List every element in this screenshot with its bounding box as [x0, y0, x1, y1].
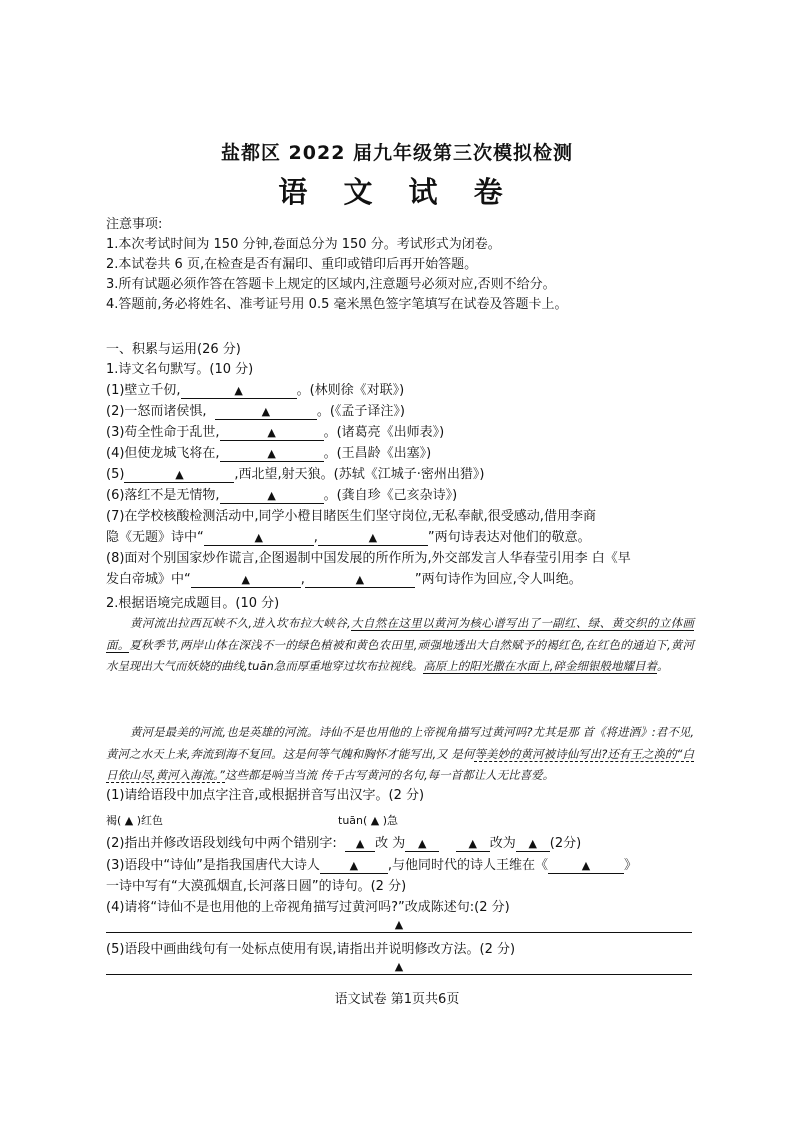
answer-blank[interactable]: ▲ — [305, 573, 415, 588]
answer-blank[interactable]: ▲ — [370, 814, 380, 827]
answer-blank[interactable]: ▲ — [318, 531, 428, 546]
answer-blank[interactable]: ▲ — [220, 447, 324, 462]
answer-blank[interactable]: ▲ — [215, 405, 317, 420]
q1-line-3: (3)苟全性命于乱世, ▲ 。(诸葛亮《出师表》) — [106, 425, 445, 440]
notice-item: 4.答题前,务必将姓名、准考证号用 0.5 毫米黑色签字笔填写在试卷及答题卡上。 — [106, 297, 568, 312]
page-footer: 语文试卷 第1页共6页 — [334, 992, 460, 1007]
section-heading: 一、积累与运用(26 分) — [106, 342, 241, 357]
answer-blank[interactable]: ▲ — [548, 859, 624, 874]
notice-heading: 注意事项: — [106, 217, 163, 232]
answer-blank[interactable]: ▲ — [320, 859, 388, 874]
q1-line-7b: 隐《无题》诗中“ ▲ , ▲ ”两句诗表达对他们的敬意。 — [106, 530, 591, 545]
answer-blank[interactable]: ▲ — [191, 573, 301, 588]
wavy-underlined-sentence: 等美妙的黄河被诗仙写出?还有王之涣的“白日依山尽,黄河入海流。” — [106, 746, 694, 782]
question-1-title: 1.诗文名句默写。(10 分) — [106, 362, 254, 377]
q1-line-8b: 发白帝城》中“ ▲ , ▲ ”两句诗作为回应,令人叫绝。 — [106, 572, 582, 587]
sub-question-4: (4)请将“诗仙不是也用他的上帝视角描写过黄河吗?”改成陈述句:(2 分) — [106, 900, 510, 915]
answer-blank[interactable]: ▲ — [204, 531, 314, 546]
underlined-sentence: 大自然在这里以黄河为核心谱写出了一副红、绿、黄交织的立体画面。 — [106, 616, 694, 652]
sub-question-3: (3)语段中“诗仙”是指我国唐代大诗人 ▲ ,与他同时代的诗人王维在《 ▲ 》 — [106, 858, 638, 873]
answer-blank[interactable]: ▲ — [345, 837, 375, 852]
answer-blank[interactable]: ▲ — [181, 384, 297, 399]
answer-blank[interactable]: ▲ — [405, 837, 439, 852]
answer-blank[interactable]: ▲ — [516, 837, 550, 852]
answer-blank[interactable]: ▲ — [456, 837, 490, 852]
sub-question-2: (2)指出并修改语段划线句中两个错别字: ▲ 改 为 ▲ ▲ 改为 ▲ (2分) — [106, 836, 582, 851]
answer-blank[interactable]: ▲ — [124, 814, 134, 827]
q1-line-5: (5) ▲ ,西北望,射天狼。(苏轼《江城子·密州出猎》) — [106, 467, 485, 482]
q1-line-1: (1)壁立千仞, ▲ 。(林则徐《对联》) — [106, 383, 405, 398]
question-2-title: 2.根据语境完成题目。(10 分) — [106, 596, 280, 611]
sub-question-1: (1)请给语段中加点字注音,或根据拼音写出汉字。(2 分) — [106, 788, 425, 803]
notice-item: 2.本试卷共 6 页,在检查是否有漏印、重印或错印后再开始答题。 — [106, 257, 478, 272]
answer-line[interactable]: ▲ — [106, 918, 692, 933]
exam-subtitle: 语 文 试 卷 — [278, 175, 516, 209]
q1-line-2: (2)一怒而诸侯惧, ▲ 。(《孟子译注》) — [106, 404, 405, 419]
answer-blank[interactable]: ▲ — [220, 489, 324, 504]
sub-question-3-cont: 一诗中写有“大漠孤烟直,长河落日圆”的诗句。(2 分) — [106, 879, 407, 894]
q1-line-4: (4)但使龙城飞将在, ▲ 。(王昌龄《出塞》) — [106, 446, 432, 461]
notice-item: 3.所有试题必须作答在答题卡上规定的区域内,注意题号必须对应,否则不给分。 — [106, 277, 556, 292]
sub-question-5: (5)语段中画曲线句有一处标点使用有误,请指出并说明修改方法。(2 分) — [106, 942, 516, 957]
exam-title: 盐都区 2022 届九年级第三次模拟检测 — [220, 142, 574, 164]
q1-line-7: (7)在学校核酸检测活动中,同学小橙目睹医生们坚守岗位,无私奉献,很受感动,借用李商 — [106, 509, 596, 524]
underlined-sentence: 高原上的阳光撒在水面上,碎金细银般地耀目着 — [423, 659, 657, 673]
notice-item: 1.本次考试时间为 150 分钟,卷面总分为 150 分。考试形式为闭卷。 — [106, 237, 501, 252]
answer-line[interactable]: ▲ — [106, 960, 692, 975]
passage-paragraph-1: 黄河流出拉西瓦峡不久,进入坎布拉大峡谷,大自然在这里以黄河为核心谱写出了一副红、绿、黄交织的立体画面。夏秋季节,两岸山体在深浅不一的绿色植被和黄色农田里,顽强地透出大自然赋予的褐红色,在红色的通迫下,黄河水呈现出大气而妖娆的曲线,tuān急而厚重地穿过坎布拉视线。高原上的阳光撒在水面上,碎金细银般地耀目着。 — [106, 616, 695, 673]
q1-line-8: (8)面对个别国家炒作谎言,企图遏制中国发展的所作所为,外交部发言人华春莹引用李 白《早 — [106, 551, 631, 566]
answer-blank[interactable]: ▲ — [220, 426, 324, 441]
passage-paragraph-2: 黄河是最美的河流,也是英雄的河流。诗仙不是也用他的上帝视角描写过黄河吗?尤其是那 首《将进酒》:君不见,黄河之水天上来,奔流到海不复回。这是何等气魄和胸怀才能写出,又 是何等美妙的黄河被诗仙写出?还有王之涣的“白日依山尽,黄河入海流。”这些都是响当当流 传千古写黄河的名句,每一首都让人无比喜爱。 — [106, 725, 694, 782]
answer-blank[interactable]: ▲ — [124, 468, 234, 483]
q1-line-6: (6)落红不是无情物, ▲ 。(龚自珍《己亥杂诗》) — [106, 488, 458, 503]
sub-question-1-answers: 褐( ▲ )红色 tuān( ▲ )急 — [106, 814, 399, 827]
